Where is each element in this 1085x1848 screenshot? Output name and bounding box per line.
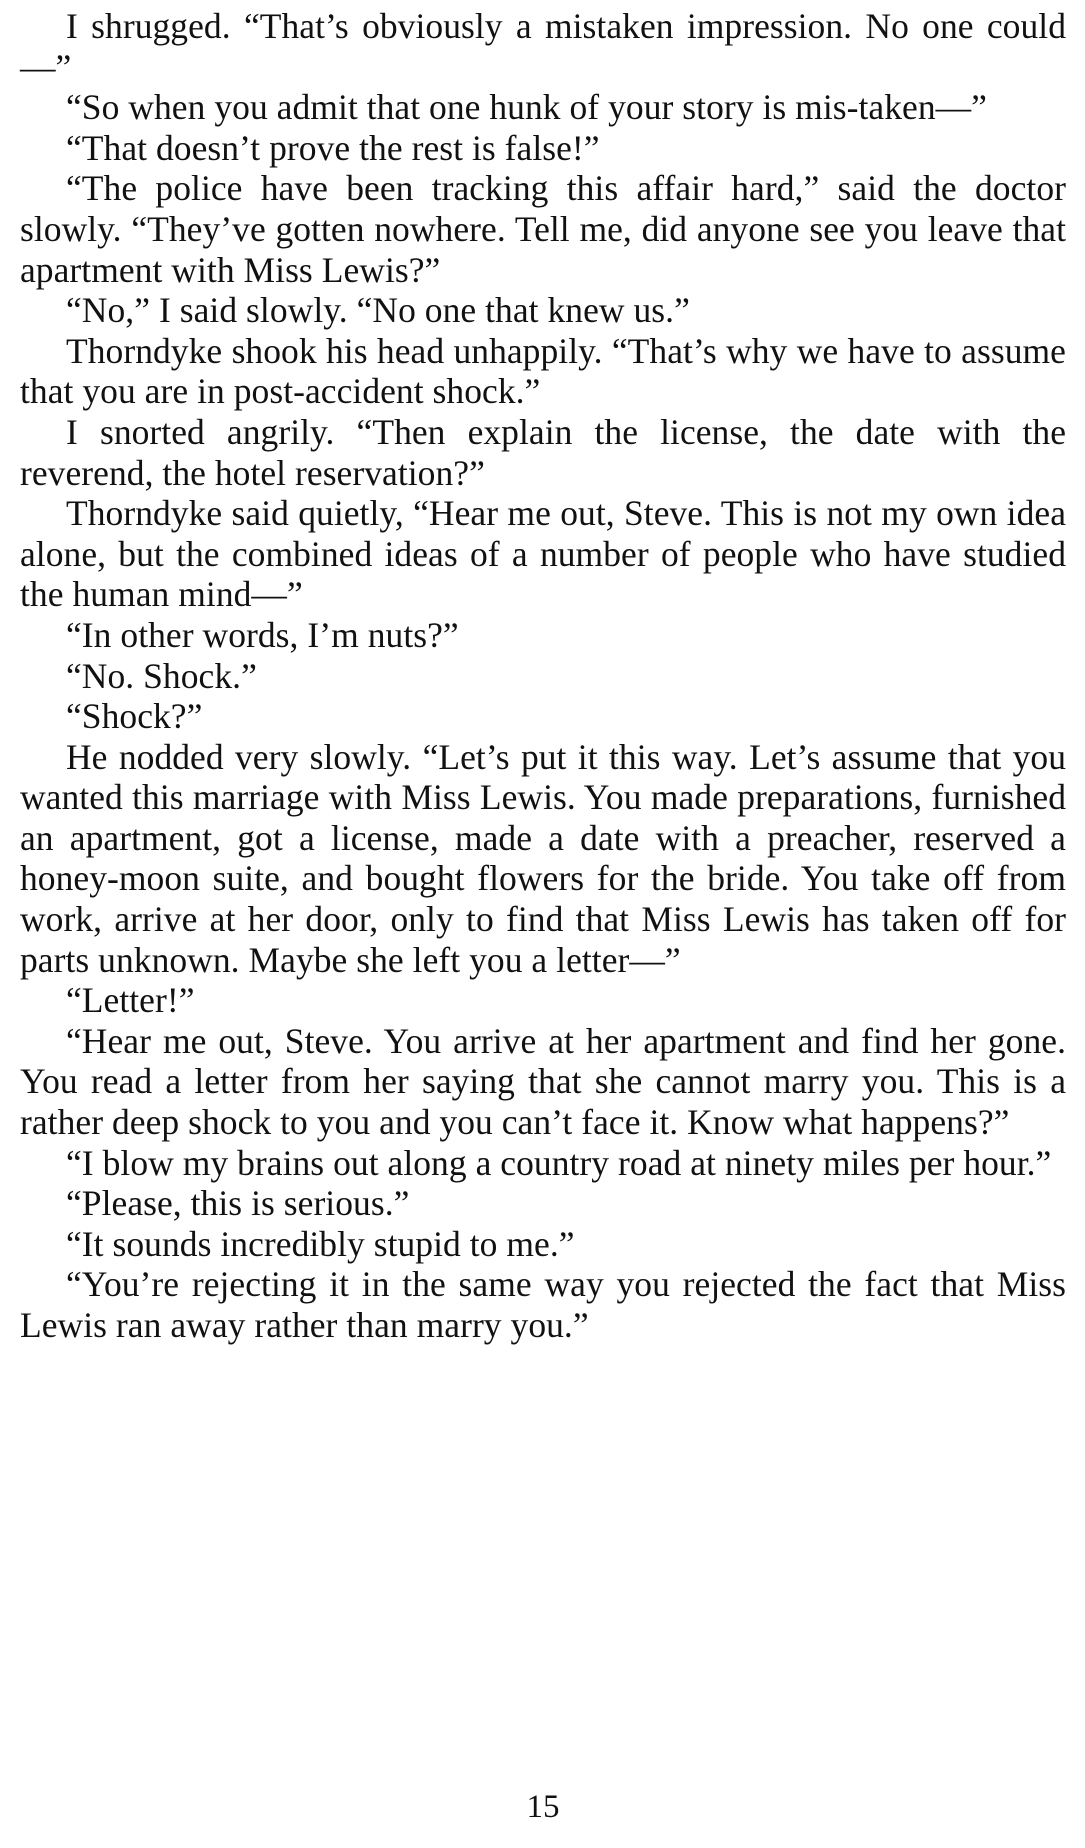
paragraph: “That doesn’t prove the rest is false!” [66, 127, 600, 168]
paragraph: Thorndyke said quietly, “Hear me out, Steve. This is not my own idea alone, but the combined ideas of a number of people who have studied the human mind—” [20, 493, 1066, 615]
paragraph: Thorndyke shook his head unhappily. “That’s why we have to assume that you are in post-accident shock.” [20, 330, 1066, 412]
paragraph: He nodded very slowly. “Let’s put it this way. Let’s assume that you wanted this marriage with Miss Lewis. You made preparations, furnished an apartment, got a license, made a date with a preacher, reserved a honey-moon suite, and bought flowers for the bride. You take off from work, arrive at her door, only to find that Miss Lewis has taken off for parts unknown. Maybe she left you a letter—” [20, 736, 1066, 980]
paragraph: “Shock?” [66, 696, 203, 737]
book-page [20, 6, 1066, 1842]
paragraph: “Please, this is serious.” [66, 1183, 410, 1224]
paragraph: “No,” I said slowly. “No one that knew us.” [66, 290, 690, 331]
paragraph: “It sounds incredibly stupid to me.” [66, 1223, 575, 1264]
paragraph: “You’re rejecting it in the same way you rejected the fact that Miss Lewis ran away rather than marry you.” [20, 1264, 1066, 1345]
paragraph: “The police have been tracking this affair hard,” said the doctor slowly. “They’ve gotten nowhere. Tell me, did anyone see you leave that apartment with Miss Lewis?” [20, 168, 1066, 290]
paragraph: “So when you admit that one hunk of your story is mis-taken—” [66, 87, 987, 128]
paragraph: “In other words, I’m nuts?” [66, 614, 459, 655]
page-number: 15 [526, 1789, 560, 1825]
paragraph: “I blow my brains out along a country road at ninety miles per hour.” [66, 1142, 1052, 1183]
paragraph: “Letter!” [66, 980, 195, 1021]
paragraph: “Hear me out, Steve. You arrive at her apartment and find her gone. You read a letter from her saying that she cannot marry you. This is a rather deep shock to you and you can’t face it. Know what happens?” [20, 1020, 1066, 1143]
paragraph: I shrugged. “That’s obviously a mistaken impression. No one could—” [20, 6, 1066, 87]
paragraph: “No. Shock.” [66, 655, 257, 696]
body-text [20, 6, 1066, 1346]
paragraph: I snorted angrily. “Then explain the license, the date with the reverend, the hotel reservation?” [20, 411, 1066, 493]
